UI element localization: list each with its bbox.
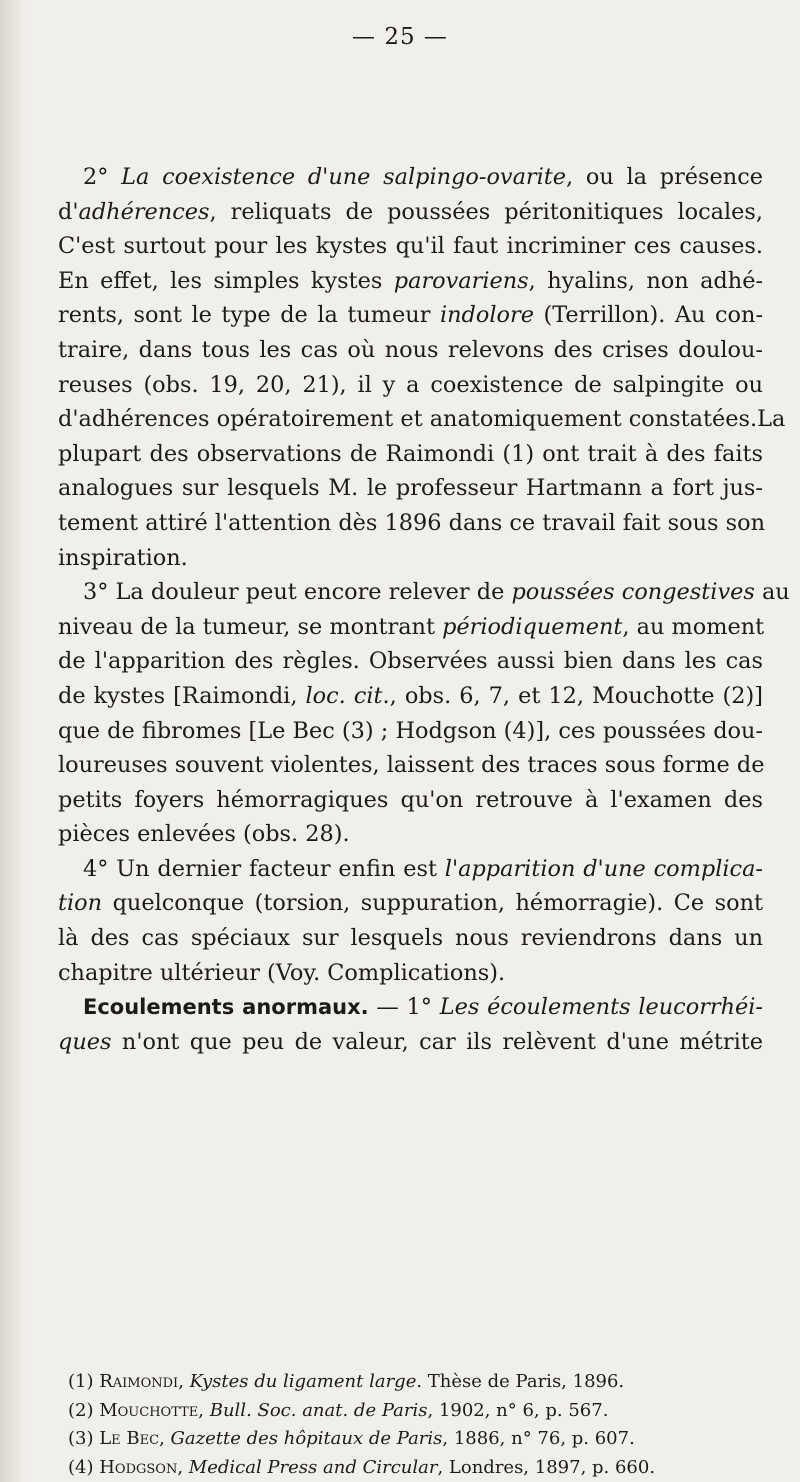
paragraph-5 <box>58 990 763 1059</box>
footnote: (3) Le Bec, Gazette des hôpitaux de Paris, 1886, n° 76, p. 607. <box>68 1428 635 1449</box>
text-line: loureuses souvent violentes, laissent des traces sous forme de <box>58 752 765 779</box>
text-line: inspiration. <box>58 544 188 571</box>
text-line: ques n'ont que peu de valeur, car ils relèvent d'une métrite <box>58 1028 763 1055</box>
paragraph-2 <box>58 160 786 575</box>
text-line: plupart des observations de Raimondi (1) ont trait à des faits <box>58 440 763 467</box>
text-line: traire, dans tous les cas où nous relevons des crises doulou- <box>58 336 763 363</box>
text-line: Ecoulements anormaux. — 1° Les écoulements leucorrhéi- <box>83 994 763 1021</box>
text-line: de l'apparition des règles. Observées aussi bien dans les cas <box>58 648 763 675</box>
text-line: d'adhérences, reliquats de poussées péritonitiques locales, <box>58 198 763 225</box>
footnote: (4) Hodgson, Medical Press and Circular, Londres, 1897, p. 660. <box>68 1456 656 1478</box>
text-line: que de fibromes [Le Bec (3) ; Hodgson (4)], ces poussées dou- <box>58 717 763 744</box>
text-line: petits foyers hémorragiques qu'on retrouve à l'examen des <box>58 786 763 813</box>
footnote: (1) Raimondi, Kystes du ligament large. Thèse de Paris, 1896. <box>68 1371 625 1392</box>
body-text <box>58 160 790 1059</box>
text-line: En effet, les simples kystes parovariens, hyalins, non adhé- <box>58 267 764 294</box>
page-edge-shadow <box>0 0 26 1482</box>
text-line: rents, sont le type de la tumeur indolore (Terrillon). Au con- <box>58 302 764 329</box>
footnotes <box>68 1368 758 1482</box>
paragraph-4 <box>58 852 763 990</box>
text-line: reuses (obs. 19, 20, 21), il y a coexistence de salpingite ou <box>58 371 763 398</box>
text-line: C'est surtout pour les kystes qu'il faut incriminer ces causes. <box>58 233 763 260</box>
text-line: là des cas spéciaux sur lesquels nous reviendrons dans un <box>58 925 763 952</box>
footnote: (2) Mouchotte, Bull. Soc. anat. de Paris, 1902, n° 6, p. 567. <box>68 1399 609 1421</box>
text-line: pièces enlevées (obs. 28). <box>58 821 350 848</box>
page-number: — 25 — <box>352 24 448 50</box>
text-line: 4° Un dernier facteur enfin est l'apparition d'une complica- <box>83 855 763 882</box>
section-heading: Ecoulements anormaux. <box>83 995 369 1020</box>
text-line: de kystes [Raimondi, loc. cit., obs. 6, 7, et 12, Mouchotte (2)] <box>58 682 763 709</box>
paragraph-3 <box>58 575 790 852</box>
text-line: niveau de la tumeur, se montrant périodiquement, au moment <box>58 613 765 640</box>
text-line: d'adhérences opératoirement et anatomiquement constatées.La <box>58 406 786 433</box>
text-line: 2° La coexistence d'une salpingo-ovarite, ou la présence <box>83 164 763 190</box>
text-line: analogues sur lesquels M. le professeur Hartmann a fort jus- <box>58 475 763 502</box>
text-line: chapitre ultérieur (Voy. Complications). <box>58 959 506 986</box>
text-line: 3° La douleur peut encore relever de poussées congestives au <box>83 579 790 606</box>
text-line: tion quelconque (torsion, suppuration, hémorragie). Ce sont <box>58 890 763 917</box>
text-line: tement attiré l'attention dès 1896 dans ce travail fait sous son <box>58 509 766 536</box>
